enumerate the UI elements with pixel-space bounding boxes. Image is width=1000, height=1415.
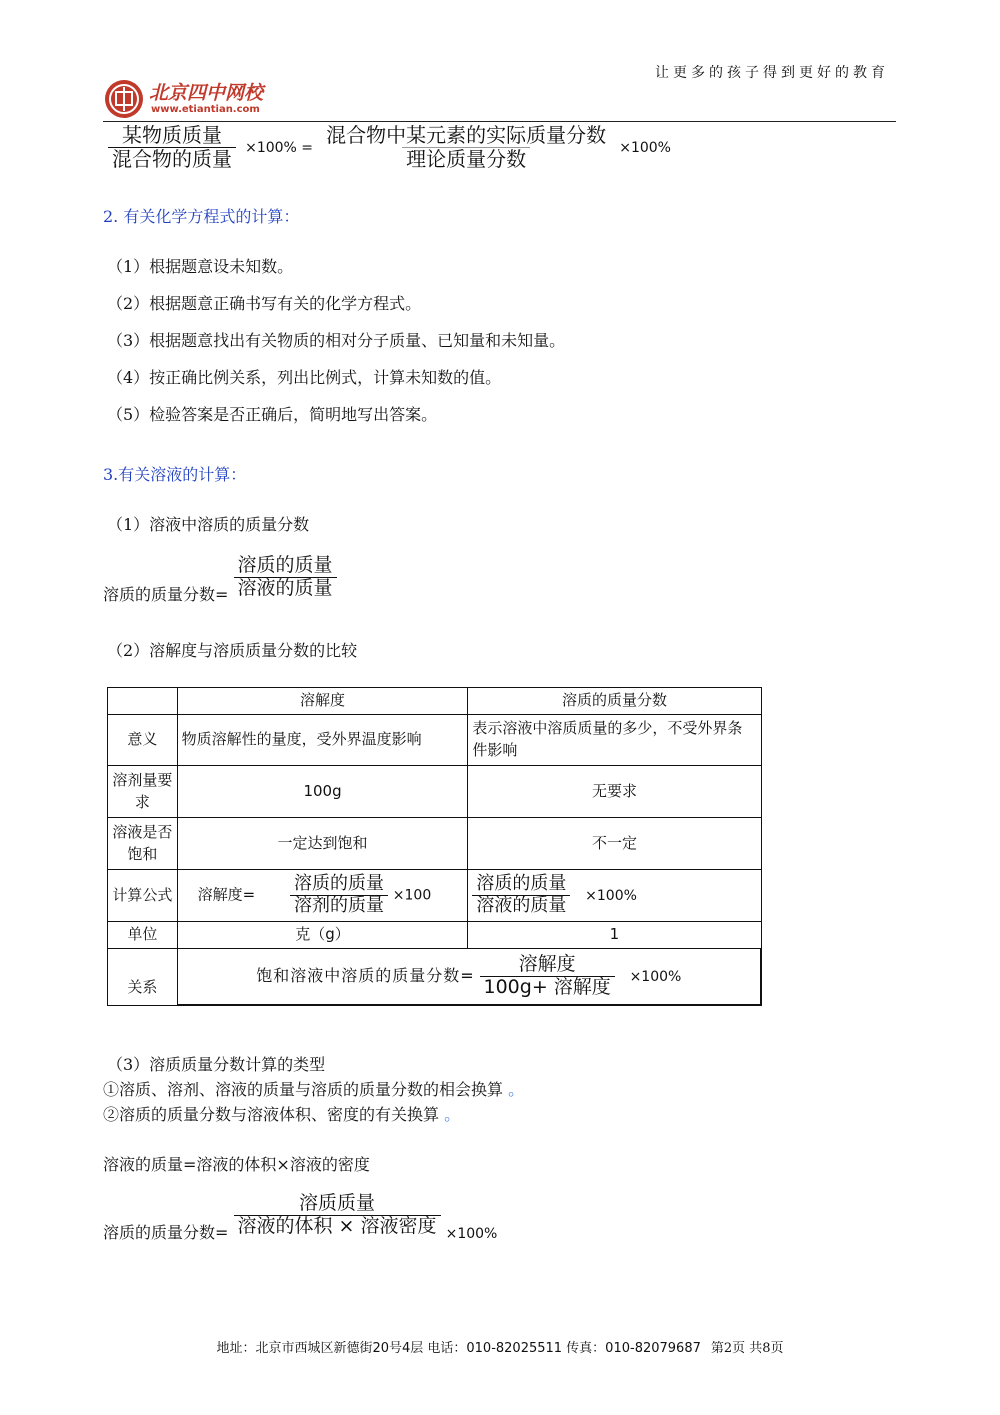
table-cell: 无要求 — [468, 766, 761, 818]
solution-mass-equation: 溶液的质量=溶液的体积×溶液的密度 — [103, 1155, 370, 1174]
fraction-denominator: 溶剂的质量 — [290, 895, 388, 917]
table-cell: 一定达到饱和 — [177, 818, 468, 870]
subheading-1: （1）溶液中溶质的质量分数 — [107, 515, 310, 534]
table-row — [108, 766, 762, 818]
fraction-denominator: 溶液的质量 — [234, 577, 337, 600]
table-cell: 不一定 — [468, 818, 761, 870]
row-label: 计算公式 — [108, 870, 178, 922]
site-logo[interactable] — [103, 78, 278, 120]
formula-prefix: 溶解度= — [197, 886, 256, 904]
fraction-numerator: 溶解度 — [518, 953, 576, 976]
header-slogan: 让更多的孩子得到更好的教育 — [655, 65, 889, 81]
fraction-numerator: 溶质的质量 — [476, 873, 567, 895]
row-label: 溶剂量要求 — [108, 766, 178, 818]
step-5: （5）检验答案是否正确后，简明地写出答案。 — [107, 405, 438, 424]
fraction-denominator: 理论质量分数 — [402, 147, 530, 171]
subheading-3: （3）溶质质量分数计算的类型 — [107, 1055, 326, 1074]
fraction-denominator: 100g+ 溶解度 — [480, 976, 615, 999]
fraction-left — [108, 124, 236, 171]
row-label: 意义 — [108, 715, 178, 766]
formula-prefix: 溶质的质量分数= — [103, 584, 229, 604]
step-4: （4）按正确比例关系，列出比例式，计算未知数的值。 — [107, 368, 502, 387]
fraction — [234, 1193, 441, 1238]
fraction-right — [322, 124, 610, 171]
page-footer — [0, 1337, 1000, 1356]
logo-text: 北京四中网校 — [149, 82, 264, 104]
step-1: （1）根据题意设未知数。 — [107, 257, 294, 276]
comparison-table — [107, 687, 762, 1006]
table-row — [108, 870, 762, 922]
table-row — [108, 922, 762, 949]
fraction — [234, 555, 337, 600]
table-cell: 100g — [177, 766, 468, 818]
times-100: ×100% — [629, 969, 682, 985]
table-header-row — [108, 688, 762, 715]
table-row — [108, 948, 762, 1005]
table-cell — [468, 870, 761, 922]
fraction-numerator: 溶质的质量 — [237, 554, 333, 576]
times-100: ×100% — [619, 140, 671, 156]
subheading-2: （2）溶解度与溶质质量分数的比较 — [107, 641, 358, 660]
formula-impurity — [108, 124, 671, 171]
section-2-heading: 2. 有关化学方程式的计算： — [103, 207, 300, 226]
calc-type-mark: 。 — [503, 1080, 525, 1099]
section-3-heading: 3.有关溶液的计算： — [103, 465, 247, 484]
table-corner-cell — [108, 688, 178, 715]
fraction-numerator: 溶质质量 — [299, 1192, 376, 1214]
fraction-numerator: 混合物中某元素的实际质量分数 — [326, 123, 607, 147]
page-number: 第2页 共8页 — [710, 1341, 784, 1356]
table-row — [108, 818, 762, 870]
fraction — [480, 954, 615, 999]
calc-type-2 — [103, 1102, 460, 1125]
fraction — [472, 874, 570, 916]
fraction-numerator: 某物质质量 — [122, 123, 222, 147]
fraction-numerator: 溶质的质量 — [294, 873, 384, 895]
table-cell: 表示溶液中溶质质量的多少，不受外界条件影响 — [468, 715, 761, 766]
table-cell — [177, 948, 761, 1005]
header-divider — [103, 121, 896, 122]
row-label: 单位 — [108, 922, 178, 949]
footer-address: 地址：北京市西城区新德街20号4层 电话：010-82025511 传真：010-82079687 — [216, 1341, 701, 1356]
formula-prefix: 溶质的质量分数= — [103, 1222, 229, 1242]
formula-volume-density — [103, 1193, 497, 1243]
row-label: 溶液是否饱和 — [108, 818, 178, 870]
fraction-denominator: 溶液的体积 × 溶液密度 — [234, 1215, 441, 1238]
fraction-denominator: 溶液的质量 — [472, 895, 570, 917]
table-cell: 物质溶解性的量度，受外界温度影响 — [177, 715, 468, 766]
row-label: 关系 — [108, 948, 178, 1005]
table-cell: 克（g） — [177, 922, 468, 949]
table-cell: 1 — [468, 922, 761, 949]
calc-type-text: ②溶质的质量分数与溶液体积、密度的有关换算 — [103, 1105, 440, 1124]
logo-url: www.etiantian.com — [151, 104, 260, 115]
calc-type-1 — [103, 1077, 524, 1100]
times-100: ×100 — [392, 888, 432, 904]
fraction — [290, 874, 388, 916]
times-100: ×100% = — [245, 140, 314, 156]
step-3: （3）根据题意找出有关物质的相对分子质量、已知量和未知量。 — [107, 331, 566, 350]
times-100: ×100% — [445, 1225, 498, 1242]
calc-type-mark: 。 — [439, 1105, 461, 1124]
column-header: 溶质的质量分数 — [468, 688, 761, 715]
times-100: ×100% — [585, 888, 637, 904]
table-row — [108, 715, 762, 766]
step-2: （2）根据题意正确书写有关的化学方程式。 — [107, 294, 422, 313]
formula-mass-fraction — [103, 555, 337, 605]
fraction-denominator: 混合物的质量 — [108, 147, 236, 171]
calc-type-text: ①溶质、溶剂、溶液的质量与溶质的质量分数的相会换算 — [103, 1080, 504, 1099]
formula-prefix: 饱和溶液中溶质的质量分数= — [256, 966, 475, 985]
column-header: 溶解度 — [177, 688, 468, 715]
table-cell — [177, 870, 468, 922]
